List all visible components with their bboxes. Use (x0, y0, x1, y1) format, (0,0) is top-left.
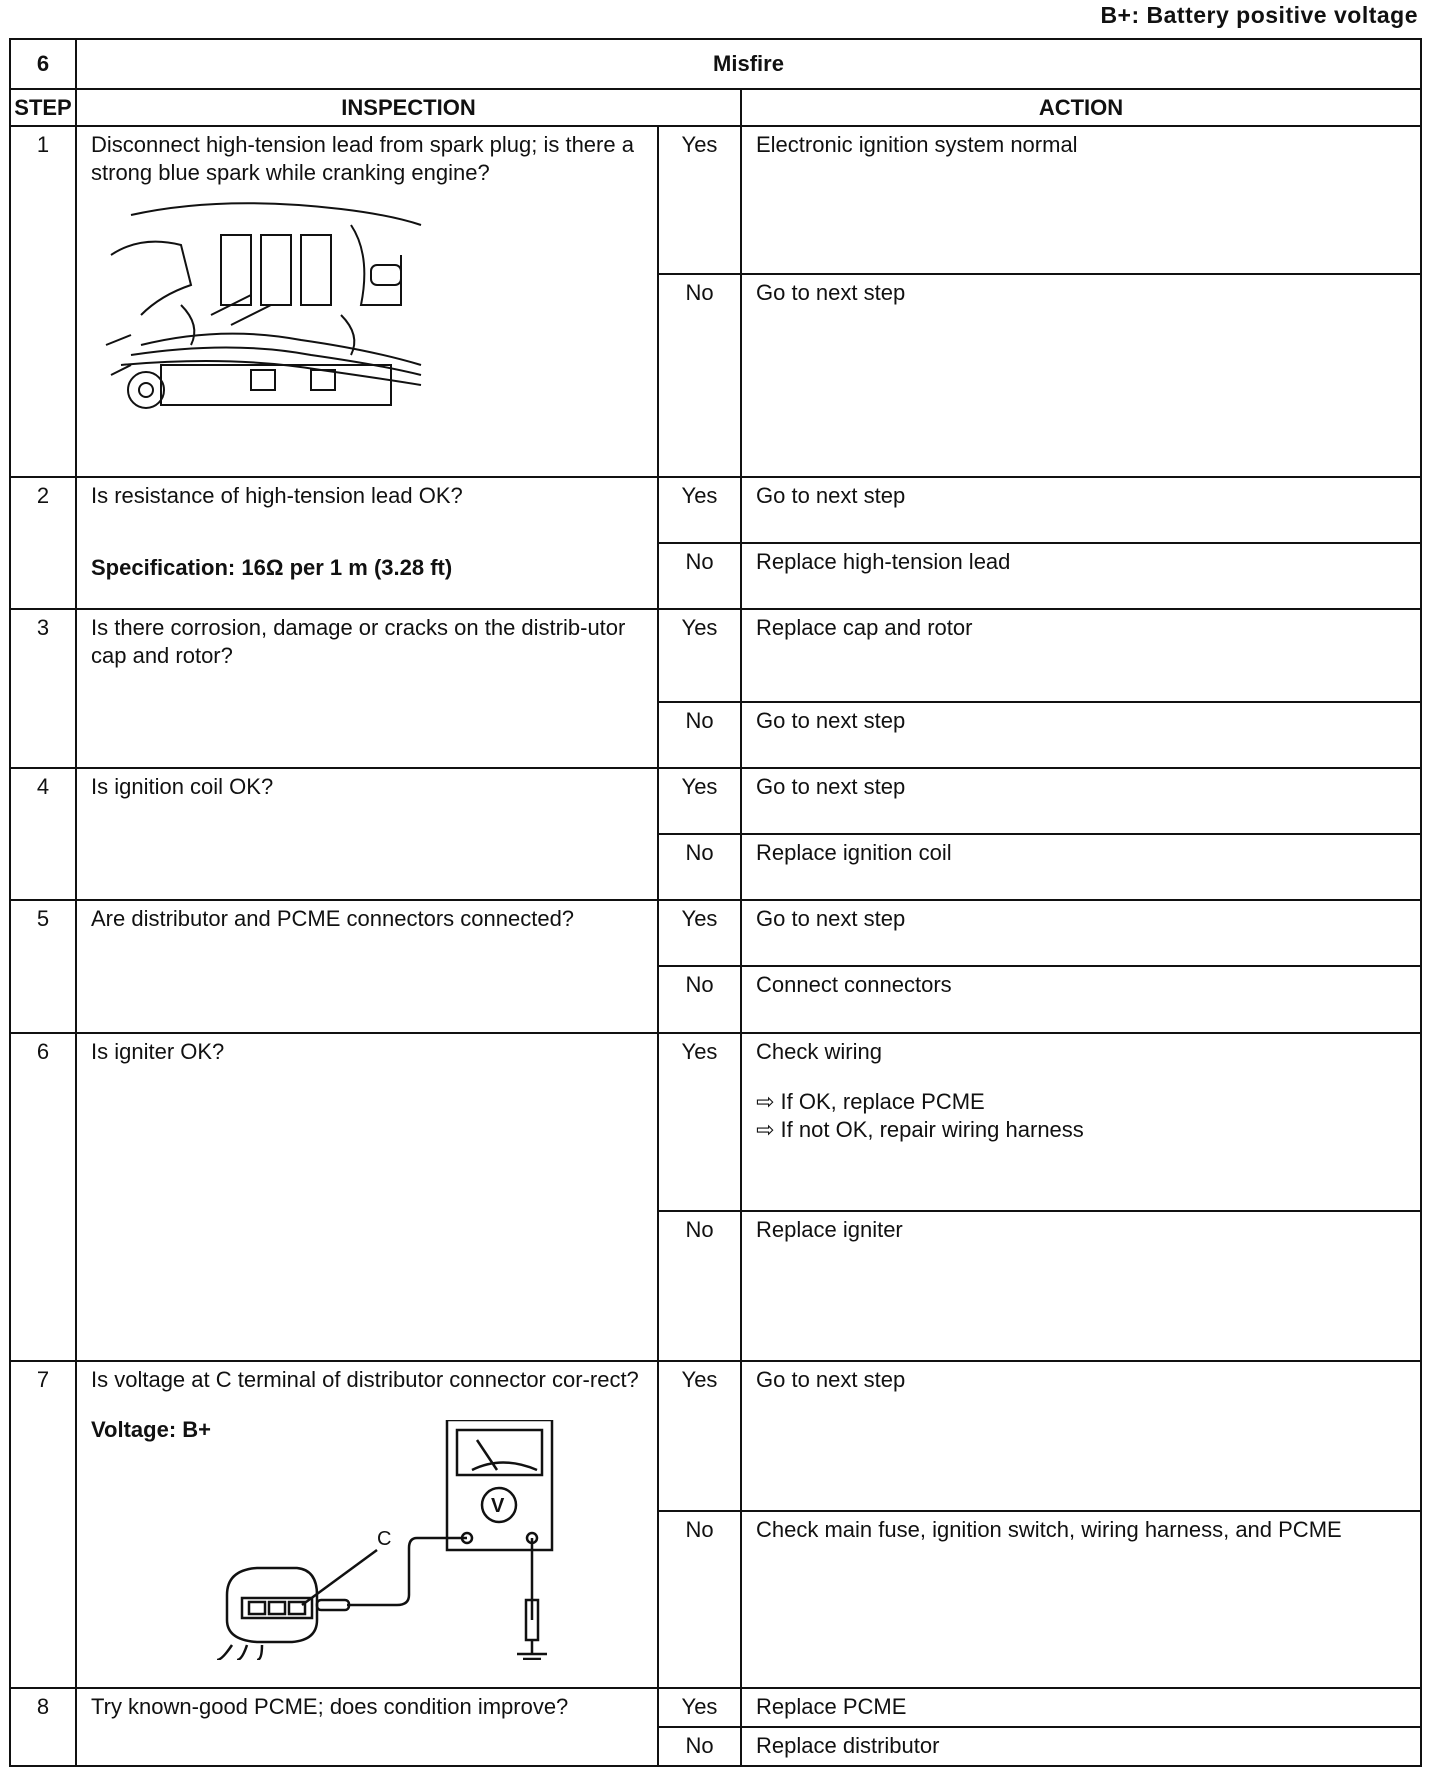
yes-action: Check wiring (756, 1039, 882, 1064)
inspection-text: Are distributor and PCME connectors connected? (76, 900, 658, 1033)
inspection-text: Is resistance of high-tension lead OK? (91, 483, 463, 508)
step-number: 4 (10, 768, 76, 900)
header-step: STEP (10, 89, 76, 126)
no-label: No (658, 274, 741, 477)
table-title: Misfire (76, 39, 1421, 89)
yes-label: Yes (658, 1688, 741, 1727)
inspection-text: Is igniter OK? (76, 1033, 658, 1361)
table-row (10, 126, 1421, 274)
yes-label: Yes (658, 1361, 741, 1511)
yes-action: Electronic ignition system normal (741, 126, 1421, 274)
step-number: 7 (10, 1361, 76, 1688)
inspection-cell (76, 126, 658, 477)
no-action: Connect connectors (741, 966, 1421, 1033)
table-row (10, 1688, 1421, 1727)
yes-action-cell (741, 1033, 1421, 1211)
no-label: No (658, 1211, 741, 1361)
no-label: No (658, 966, 741, 1033)
step-number: 1 (10, 126, 76, 477)
specification: Voltage: B+ (91, 1417, 212, 1442)
no-label: No (658, 834, 741, 900)
specification: Specification: 16Ω per 1 m (3.28 ft) (91, 555, 453, 580)
yes-action: Go to next step (741, 477, 1421, 543)
yes-action: Go to next step (741, 900, 1421, 966)
no-label: No (658, 702, 741, 768)
table-row (10, 1361, 1421, 1511)
inspection-cell (76, 1361, 658, 1688)
no-action: Go to next step (741, 274, 1421, 477)
inspection-cell (76, 477, 658, 609)
yes-sub-action: ⇨ If not OK, repair wiring harness (756, 1117, 1084, 1142)
table-row (10, 609, 1421, 702)
yes-action: Replace cap and rotor (741, 609, 1421, 702)
no-label: No (658, 1727, 741, 1766)
inspection-text: Try known-good PCME; does condition improve? (76, 1688, 658, 1766)
inspection-text: Disconnect high-tension lead from spark plug; is there a strong blue spark while cranking engine? (91, 132, 634, 185)
no-action: Replace igniter (741, 1211, 1421, 1361)
terminal-c-label: C (377, 1528, 392, 1550)
table-row (10, 900, 1421, 966)
table-number: 6 (10, 39, 76, 89)
step-number: 6 (10, 1033, 76, 1361)
yes-action: Go to next step (741, 768, 1421, 834)
no-label: No (658, 543, 741, 609)
no-action: Go to next step (741, 702, 1421, 768)
yes-action: Replace PCME (741, 1688, 1421, 1727)
inspection-text: Is ignition coil OK? (76, 768, 658, 900)
table-row (10, 768, 1421, 834)
step-number: 3 (10, 609, 76, 768)
no-action: Replace ignition coil (741, 834, 1421, 900)
no-label: No (658, 1511, 741, 1688)
header-action: ACTION (741, 89, 1421, 126)
yes-label: Yes (658, 477, 741, 543)
header-inspection: INSPECTION (76, 89, 741, 126)
no-action: Replace high-tension lead (741, 543, 1421, 609)
no-action: Check main fuse, ignition switch, wiring harness, and PCME (741, 1511, 1421, 1688)
voltmeter-diagram (217, 1420, 617, 1660)
misfire-table (9, 38, 1422, 1767)
inspection-text: Is voltage at C terminal of distributor connector cor-rect? (91, 1367, 639, 1392)
yes-label: Yes (658, 126, 741, 274)
no-action: Replace distributor (741, 1727, 1421, 1766)
table-row (10, 477, 1421, 543)
voltmeter-v-label: V (491, 1495, 505, 1517)
inspection-text: Is there corrosion, damage or cracks on the distrib-utor cap and rotor? (76, 609, 658, 768)
yes-sub-action: ⇨ If OK, replace PCME (756, 1089, 985, 1114)
yes-action: Go to next step (741, 1361, 1421, 1511)
step-number: 8 (10, 1688, 76, 1766)
yes-label: Yes (658, 900, 741, 966)
battery-voltage-note: B+: Battery positive voltage (1100, 2, 1418, 28)
table-row (10, 1033, 1421, 1211)
step-number: 5 (10, 900, 76, 1033)
step-number: 2 (10, 477, 76, 609)
yes-label: Yes (658, 1033, 741, 1211)
yes-label: Yes (658, 768, 741, 834)
yes-label: Yes (658, 609, 741, 702)
engine-illustration (101, 195, 431, 420)
